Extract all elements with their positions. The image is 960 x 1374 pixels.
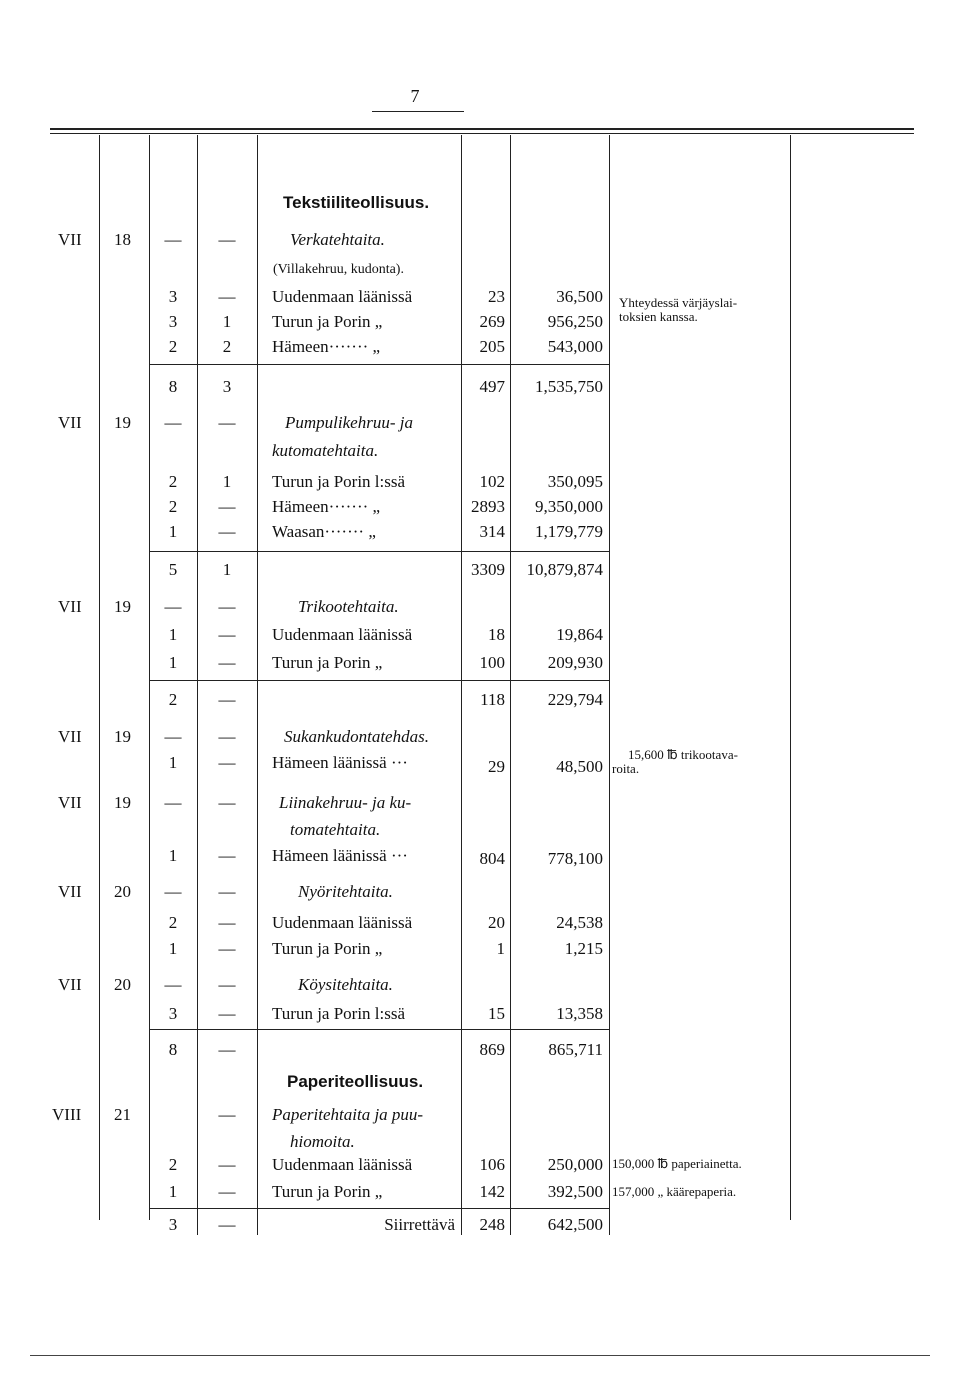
count-cell: — xyxy=(218,287,236,306)
subtotal-rule xyxy=(150,1208,610,1209)
count-cell: 1 xyxy=(168,1182,178,1201)
count-cell: 3 xyxy=(168,1004,178,1023)
region-name: Turun ja Porin l:ssä xyxy=(272,1004,406,1023)
top-rule xyxy=(50,128,914,130)
col-line xyxy=(257,135,258,1235)
class-cell: VII xyxy=(58,975,82,994)
count-cell: 1 xyxy=(168,522,178,541)
count-cell: — xyxy=(218,1155,236,1174)
subtotal-workers: 869 xyxy=(479,1040,505,1059)
count-cell: — xyxy=(218,727,236,746)
col-line xyxy=(609,135,610,1235)
note: toksien kanssa. xyxy=(619,309,698,324)
count-cell: — xyxy=(164,413,182,432)
note: 15,600 ℔ trikootava- xyxy=(628,747,738,762)
group-cell: 20 xyxy=(114,975,131,994)
count-cell: — xyxy=(164,727,182,746)
count-cell: — xyxy=(164,975,182,994)
workers-cell: 20 xyxy=(488,913,505,932)
count-cell: 1 xyxy=(168,846,178,865)
subtotal-workers: 248 xyxy=(479,1215,505,1234)
value-cell: 36,500 xyxy=(556,287,603,306)
group-cell: 19 xyxy=(114,597,131,616)
col-line xyxy=(790,135,791,1220)
region-name: Turun ja Porin „ xyxy=(272,939,383,958)
subtotal-count: — xyxy=(218,1040,236,1059)
subtotal-value: 10,879,874 xyxy=(526,560,603,579)
region-name: Turun ja Porin „ xyxy=(272,312,383,331)
carried-forward-label: Siirrettävä xyxy=(384,1215,455,1234)
value-cell: 1,215 xyxy=(564,939,603,958)
class-cell: VIII xyxy=(52,1105,82,1124)
class-cell: VII xyxy=(58,727,82,746)
count-cell: — xyxy=(218,975,236,994)
industry-name: Verkatehtaita. xyxy=(290,230,385,249)
count-cell: — xyxy=(164,597,182,616)
count-cell: 2 xyxy=(168,472,178,491)
industry-name: Trikootehtaita. xyxy=(298,597,399,616)
industry-name: Köysitehtaita. xyxy=(298,975,393,994)
value-cell: 956,250 xyxy=(547,312,603,331)
col-line xyxy=(99,135,100,1220)
count-cell: 1 xyxy=(168,625,178,644)
page-number-rule xyxy=(372,111,464,112)
count-cell: 3 xyxy=(168,287,178,306)
region-name: Uudenmaan läänissä xyxy=(272,625,413,644)
count-cell: — xyxy=(218,753,236,772)
count-cell: 1 xyxy=(222,312,232,331)
workers-cell: 1 xyxy=(496,939,505,958)
value-cell: 13,358 xyxy=(556,1004,603,1023)
class-cell: VII xyxy=(58,413,82,432)
count-cell: — xyxy=(164,230,182,249)
page-number: 7 xyxy=(410,86,420,106)
group-cell: 20 xyxy=(114,882,131,901)
workers-cell: 314 xyxy=(479,522,505,541)
class-cell: VII xyxy=(58,230,82,249)
industry-name: Nyöritehtaita. xyxy=(298,882,393,901)
subtotal-count: — xyxy=(218,690,236,709)
count-cell: — xyxy=(164,793,182,812)
workers-cell: 102 xyxy=(479,472,505,491)
region-name: Uudenmaan läänissä xyxy=(272,913,413,932)
region-name: Uudenmaan läänissä xyxy=(272,1155,413,1174)
count-cell: — xyxy=(218,882,236,901)
subtotal-value: 642,500 xyxy=(547,1215,603,1234)
workers-cell: 15 xyxy=(488,1004,505,1023)
note: 150,000 ℔ paperiainetta. xyxy=(612,1156,742,1171)
region-name: Turun ja Porin l:ssä xyxy=(272,472,406,491)
subtotal-workers: 3309 xyxy=(471,560,505,579)
col-line xyxy=(510,135,511,1235)
industry-name-cont: hiomoita. xyxy=(290,1132,355,1151)
workers-cell: 269 xyxy=(479,312,505,331)
col-line xyxy=(149,135,150,1220)
note: roita. xyxy=(612,761,640,776)
count-cell: 1 xyxy=(168,939,178,958)
section-heading: Tekstiiliteollisuus. xyxy=(283,193,430,212)
subtotal-value: 1,535,750 xyxy=(535,377,603,396)
workers-cell: 18 xyxy=(488,625,505,644)
region-name: Turun ja Porin „ xyxy=(272,653,383,672)
count-cell: 3 xyxy=(168,312,178,331)
workers-cell: 29 xyxy=(488,757,505,776)
count-cell: — xyxy=(164,882,182,901)
subtotal-rule xyxy=(150,551,610,552)
col-line xyxy=(461,135,462,1235)
subtotal-rule xyxy=(150,364,610,365)
industry-name-cont: kutomatehtaita. xyxy=(272,441,379,460)
value-cell: 9,350,000 xyxy=(535,497,603,516)
count-cell: — xyxy=(218,1004,236,1023)
group-cell: 21 xyxy=(114,1105,131,1124)
count-cell: 2 xyxy=(168,913,178,932)
workers-cell: 100 xyxy=(479,653,505,672)
workers-cell: 205 xyxy=(479,337,505,356)
region-name: Hämeen läänissä ··· xyxy=(272,846,408,865)
subtotal-count: 5 xyxy=(168,560,178,579)
count-cell: 2 xyxy=(222,337,232,356)
count-cell: 1 xyxy=(168,653,178,672)
section-heading: Paperiteollisuus. xyxy=(287,1072,424,1091)
subtotal-count: — xyxy=(218,1215,236,1234)
count-cell: — xyxy=(218,597,236,616)
subtotal-workers: 118 xyxy=(480,690,505,709)
count-cell: — xyxy=(218,230,236,249)
class-cell: VII xyxy=(58,882,82,901)
count-cell: 1 xyxy=(222,472,232,491)
workers-cell: 106 xyxy=(479,1155,505,1174)
subtotal-count: 3 xyxy=(222,377,232,396)
workers-cell: 23 xyxy=(488,287,505,306)
group-cell: 19 xyxy=(114,413,131,432)
value-cell: 1,179,779 xyxy=(535,522,603,541)
region-name: Waasan······· „ xyxy=(272,522,376,541)
group-cell: 19 xyxy=(114,793,131,812)
count-cell: — xyxy=(218,625,236,644)
subtotal-rule xyxy=(150,1029,610,1030)
subtotal-count: 1 xyxy=(222,560,232,579)
subtotal-count: 8 xyxy=(168,377,178,396)
region-name: Hämeen läänissä ··· xyxy=(272,753,408,772)
note: Yhteydessä värjäyslai- xyxy=(619,295,738,310)
value-cell: 392,500 xyxy=(547,1182,603,1201)
count-cell: 2 xyxy=(168,337,178,356)
top-rule-2 xyxy=(50,133,914,134)
count-cell: — xyxy=(218,522,236,541)
count-cell: 2 xyxy=(168,1155,178,1174)
count-cell: — xyxy=(218,913,236,932)
count-cell: — xyxy=(218,653,236,672)
note: 157,000 „ käärepaperia. xyxy=(612,1184,737,1199)
subtotal-count: 3 xyxy=(168,1215,178,1234)
workers-cell: 2893 xyxy=(471,497,505,516)
industry-name: Sukankudontatehdas. xyxy=(284,727,429,746)
industry-name: Pumpulikehruu- ja xyxy=(285,413,413,432)
value-cell: 350,095 xyxy=(547,472,603,491)
value-cell: 543,000 xyxy=(547,337,603,356)
value-cell: 48,500 xyxy=(556,757,603,776)
class-cell: VII xyxy=(58,597,82,616)
subtotal-count: 8 xyxy=(168,1040,178,1059)
subtotal-value: 229,794 xyxy=(547,690,603,709)
workers-cell: 804 xyxy=(479,849,505,868)
workers-cell: 142 xyxy=(479,1182,505,1201)
group-cell: 19 xyxy=(114,727,131,746)
group-cell: 18 xyxy=(114,230,131,249)
count-cell: — xyxy=(218,497,236,516)
industry-name-cont: tomatehtaita. xyxy=(290,820,381,839)
value-cell: 24,538 xyxy=(556,913,603,932)
subtotal-count: 2 xyxy=(168,690,178,709)
value-cell: 209,930 xyxy=(547,653,603,672)
region-name: Turun ja Porin „ xyxy=(272,1182,383,1201)
subtotal-workers: 497 xyxy=(479,377,505,396)
class-cell: VII xyxy=(58,793,82,812)
count-cell: — xyxy=(218,1182,236,1201)
count-cell: — xyxy=(218,939,236,958)
bottom-rule xyxy=(30,1355,930,1356)
count-cell: — xyxy=(218,1105,236,1124)
count-cell: 1 xyxy=(168,753,178,772)
value-cell: 250,000 xyxy=(547,1155,603,1174)
value-cell: 778,100 xyxy=(547,849,603,868)
industry-subnote: (Villakehruu, kudonta). xyxy=(273,262,404,277)
region-name: Hämeen······· „ xyxy=(272,337,381,356)
count-cell: 2 xyxy=(168,497,178,516)
industry-name: Paperitehtaita ja puu- xyxy=(272,1105,424,1124)
count-cell: — xyxy=(218,413,236,432)
region-name: Hämeen······· „ xyxy=(272,497,381,516)
industry-name: Liinakehruu- ja ku- xyxy=(279,793,412,812)
subtotal-rule xyxy=(150,680,610,681)
subtotal-value: 865,711 xyxy=(548,1040,603,1059)
count-cell: — xyxy=(218,846,236,865)
count-cell: — xyxy=(218,793,236,812)
value-cell: 19,864 xyxy=(556,625,603,644)
region-name: Uudenmaan läänissä xyxy=(272,287,413,306)
col-line xyxy=(197,135,198,1235)
